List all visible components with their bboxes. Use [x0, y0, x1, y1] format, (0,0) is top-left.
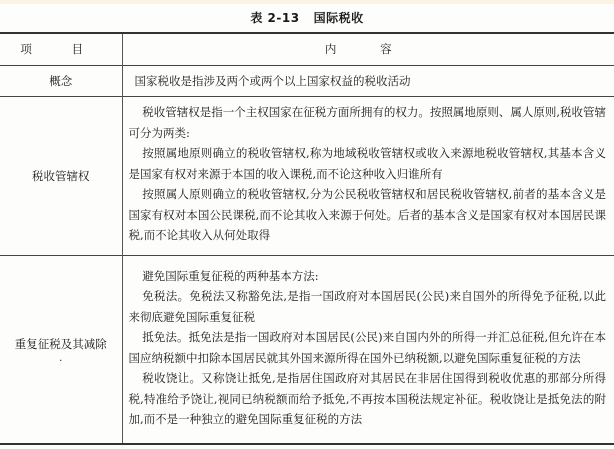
row-label: 税收管辖权 — [0, 96, 122, 255]
table-title: 国际税收 — [313, 11, 364, 25]
paragraph: 国家税收是指涉及两个或两个以上国家权益的税收活动 — [134, 73, 411, 88]
table-header-row — [0, 33, 614, 65]
header-content: 内 容 — [324, 42, 412, 57]
paragraph: 税收管辖权是指一个主权国家在征税方面所拥有的权力。按照属地原则、属人原则,税收管辖可分为两类: — [128, 105, 606, 140]
table-row-jurisdiction — [0, 96, 614, 255]
paragraph: 抵免法。抵免法是指一国政府对本国居民(公民)来自国内外的所得一并汇总征税,但允许在本国应纳税额中扣除本国居民就其外国来源所得在国外已纳税额,以避免国际重复征税的方法 — [128, 330, 606, 365]
table-number: 表 2-13 — [250, 11, 300, 25]
paragraph: 免税法。免税法又称豁免法,是指一国政府对本国居民(公民)来自国外的所得免予征税,以此来彻底避免国际重复征税 — [128, 289, 606, 324]
top-strip — [0, 0, 614, 4]
row-label: 重复征税及其减除 — [14, 337, 107, 352]
paragraph: 按照属人原则确立的税收管辖权,分为公民税收管辖权和居民税收管辖权,前者的基本含义是国家有权对本国公民课税,而不论其收入来源于何处。后者的基本含义是国家有权对本国居民课税,而不论其收入从何处取得 — [128, 187, 606, 243]
paragraph: 税收饶让。又称饶让抵免,是指居住国政府对其居民在非居住国得到税收优惠的那部分所得税,特准给予饶让,视同已纳税额而给予抵免,不再按本国税法规定补征。税收饶让是抵免法的附加,而不是一种独立的避免国际重复征税的方法 — [128, 371, 606, 427]
paragraph: 按照属地原则确立的税收管辖权,称为地域税收管辖权或收入来源地税收管辖权,其基本含义是国家有权对来源于本国的收入课税,而不论这种收入归谁所有 — [128, 146, 606, 181]
row-label: 概念 — [0, 65, 122, 96]
paragraph: 避免国际重复征税的两种基本方法: — [142, 268, 319, 283]
table-row-double-taxation — [0, 255, 614, 444]
header-item: 项 目 — [0, 33, 122, 65]
row-content — [122, 65, 614, 96]
table-row-concept — [0, 65, 614, 96]
row-label-cell — [0, 255, 122, 444]
international-tax-table — [0, 32, 614, 445]
table-caption — [0, 9, 614, 26]
row-content — [122, 255, 614, 444]
row-content — [122, 96, 614, 255]
row-label-mark: . — [59, 353, 63, 365]
